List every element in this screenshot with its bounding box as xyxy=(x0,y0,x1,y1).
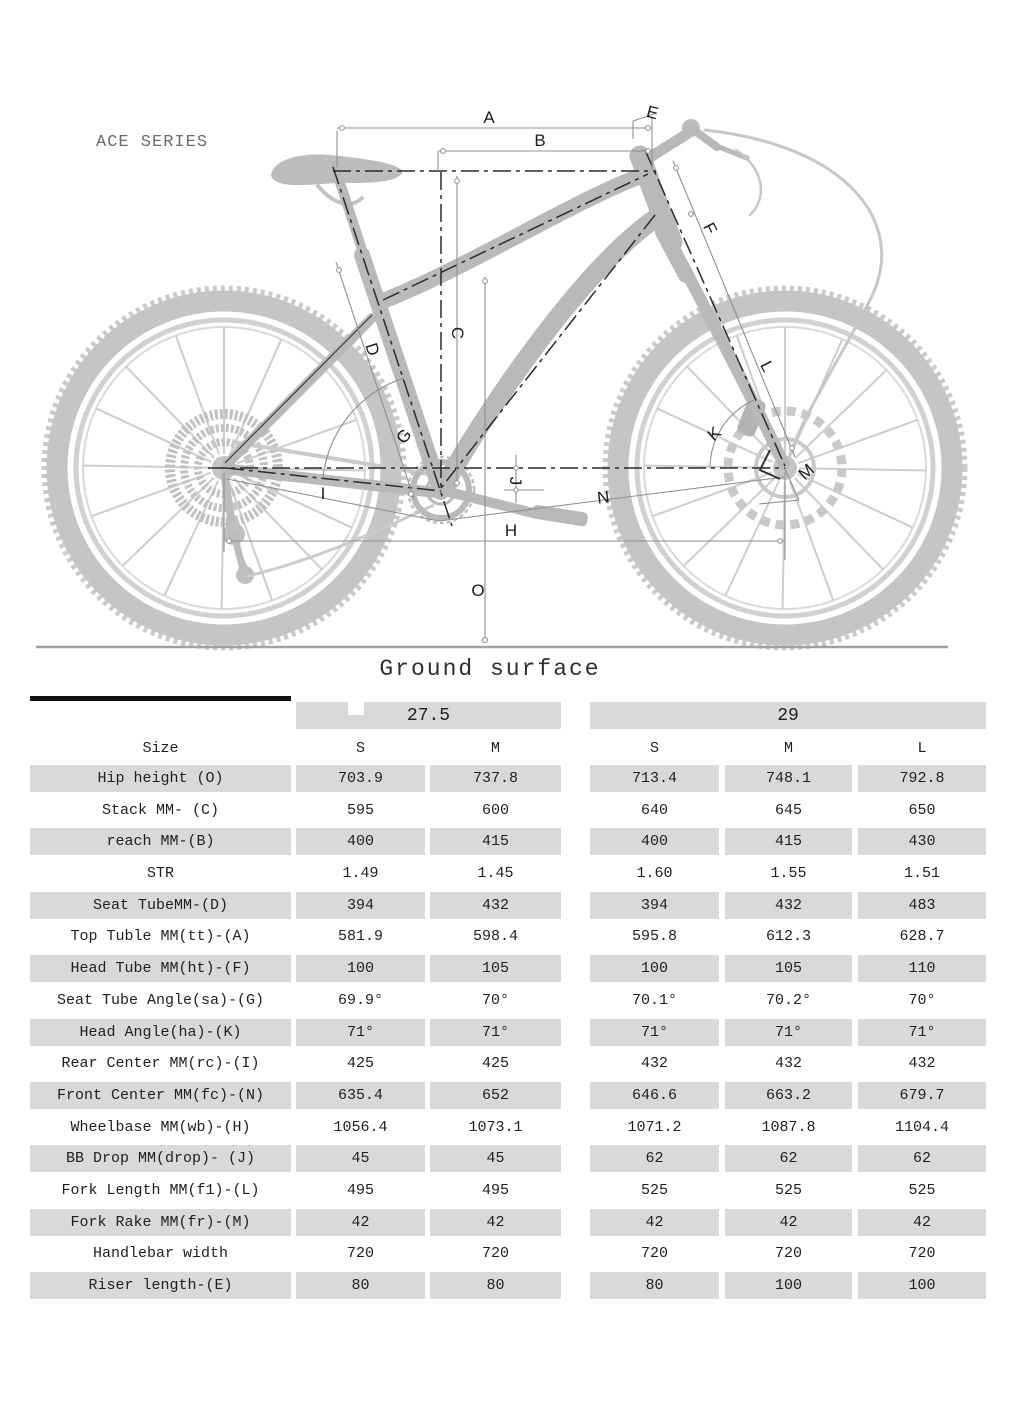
size-column-m: M xyxy=(490,740,500,757)
value-cell: 71° xyxy=(590,1019,719,1046)
table-row xyxy=(30,1240,986,1267)
value-cell: 80 xyxy=(430,1272,561,1299)
dim-label-I: I xyxy=(320,484,326,503)
row-label: BB Drop MM(drop)- (J) xyxy=(30,1145,291,1172)
table-row xyxy=(30,1272,986,1299)
table-row xyxy=(30,765,986,792)
table-rows xyxy=(30,765,986,1304)
row-label: Head Angle(ha)-(K) xyxy=(30,1019,291,1046)
table-row xyxy=(30,955,986,982)
value-cell: 425 xyxy=(481,1055,509,1073)
size-header-label: Size xyxy=(142,740,179,757)
row-label: STR xyxy=(146,865,174,883)
value-cell: 432 xyxy=(430,892,561,919)
row-label: Hip height (O) xyxy=(30,765,291,792)
value-cell: 432 xyxy=(640,1055,668,1073)
ground-surface-label: Ground surface xyxy=(379,656,601,682)
value-cell: 645 xyxy=(774,801,802,819)
value-cell: 1.49 xyxy=(342,865,379,883)
fork xyxy=(668,237,784,464)
value-cell: 415 xyxy=(430,828,561,855)
value-cell: 42 xyxy=(430,1209,561,1236)
value-cell: 400 xyxy=(296,828,425,855)
value-cell: 100 xyxy=(858,1272,986,1299)
value-cell: 394 xyxy=(296,892,425,919)
value-cell: 1056.4 xyxy=(333,1118,388,1136)
dim-label-B: B xyxy=(534,131,546,150)
value-cell: 703.9 xyxy=(296,765,425,792)
dim-label-J: J xyxy=(506,476,525,486)
row-label: Seat TubeMM-(D) xyxy=(30,892,291,919)
value-cell: 415 xyxy=(725,828,852,855)
value-cell: 70.1° xyxy=(631,991,677,1009)
size-column-l: L xyxy=(917,740,927,757)
table-row xyxy=(30,1114,986,1141)
header-notch xyxy=(348,702,364,715)
row-label: Stack MM- (C) xyxy=(101,801,220,819)
wheel-group-label: 29 xyxy=(777,705,799,726)
value-cell: 640 xyxy=(640,801,668,819)
value-cell: 1.60 xyxy=(636,865,673,883)
value-cell: 70.2° xyxy=(765,991,811,1009)
row-label: Fork Length MM(f1)-(L) xyxy=(61,1181,260,1199)
value-cell: 70° xyxy=(481,991,509,1009)
row-label: Wheelbase MM(wb)-(H) xyxy=(70,1118,251,1136)
row-label: Seat Tube Angle(sa)-(G) xyxy=(56,991,265,1009)
value-cell: 612.3 xyxy=(765,928,811,946)
row-label: Top Tuble MM(tt)-(A) xyxy=(70,928,251,946)
value-cell: 400 xyxy=(590,828,719,855)
value-cell: 525 xyxy=(908,1181,936,1199)
value-cell: 595 xyxy=(346,801,374,819)
value-cell: 495 xyxy=(481,1181,509,1199)
value-cell: 100 xyxy=(296,955,425,982)
stem xyxy=(644,134,687,161)
value-cell: 432 xyxy=(774,1055,802,1073)
value-cell: 71° xyxy=(725,1019,852,1046)
value-cell: 80 xyxy=(590,1272,719,1299)
value-cell: 628.7 xyxy=(899,928,945,946)
dim-label-M: M xyxy=(794,460,818,484)
row-label: Handlebar width xyxy=(92,1245,229,1263)
table-row xyxy=(30,1177,986,1204)
table-row xyxy=(30,1082,986,1109)
table-row xyxy=(30,797,986,824)
dim-label-H: H xyxy=(504,521,518,540)
value-cell: 62 xyxy=(725,1145,852,1172)
row-label: Riser length-(E) xyxy=(30,1272,291,1299)
row-label: Head Tube MM(ht)-(F) xyxy=(30,955,291,982)
value-cell: 650 xyxy=(908,801,936,819)
value-cell: 1.45 xyxy=(477,865,514,883)
series-title: ACE SERIES xyxy=(96,133,209,152)
value-cell: 495 xyxy=(346,1181,374,1199)
value-cell: 652 xyxy=(430,1082,561,1109)
dim-label-F: F xyxy=(699,219,721,238)
dim-label-E: E xyxy=(644,102,661,124)
value-cell: 42 xyxy=(590,1209,719,1236)
wheel-group-header-29 xyxy=(590,702,986,729)
value-cell: 45 xyxy=(430,1145,561,1172)
table-row xyxy=(30,1145,986,1172)
value-cell: 720 xyxy=(774,1245,802,1263)
value-cell: 483 xyxy=(858,892,986,919)
value-cell: 1104.4 xyxy=(894,1118,949,1136)
row-label: Rear Center MM(rc)-(I) xyxy=(61,1055,260,1073)
table-row xyxy=(30,860,986,887)
value-cell: 581.9 xyxy=(337,928,383,946)
value-cell: 430 xyxy=(858,828,986,855)
value-cell: 720 xyxy=(640,1245,668,1263)
value-cell: 42 xyxy=(725,1209,852,1236)
table-row xyxy=(30,828,986,855)
row-label: Front Center MM(fc)-(N) xyxy=(30,1082,291,1109)
value-cell: 720 xyxy=(481,1245,509,1263)
value-cell: 432 xyxy=(725,892,852,919)
table-row xyxy=(30,892,986,919)
value-cell: 80 xyxy=(296,1272,425,1299)
value-cell: 748.1 xyxy=(725,765,852,792)
dim-label-G: G xyxy=(392,425,416,448)
wheel-group-label: 27.5 xyxy=(406,705,451,726)
brake-lever xyxy=(714,145,747,158)
value-cell: 792.8 xyxy=(858,765,986,792)
value-cell: 1.55 xyxy=(770,865,807,883)
value-cell: 42 xyxy=(296,1209,425,1236)
value-cell: 425 xyxy=(346,1055,374,1073)
dim-label-D: D xyxy=(361,340,384,359)
value-cell: 525 xyxy=(774,1181,802,1199)
value-cell: 110 xyxy=(858,955,986,982)
table-top-rule xyxy=(30,696,291,701)
dim-label-C: C xyxy=(448,326,467,340)
value-cell: 1073.1 xyxy=(468,1118,523,1136)
value-cell: 432 xyxy=(908,1055,936,1073)
value-cell: 1087.8 xyxy=(761,1118,816,1136)
value-cell: 42 xyxy=(858,1209,986,1236)
value-cell: 598.4 xyxy=(472,928,518,946)
dim-label-L: L xyxy=(756,357,778,376)
value-cell: 646.6 xyxy=(590,1082,719,1109)
value-cell: 71° xyxy=(296,1019,425,1046)
table-row xyxy=(30,923,986,950)
dim-label-K: K xyxy=(703,423,725,445)
value-cell: 600 xyxy=(481,801,509,819)
value-cell: 394 xyxy=(590,892,719,919)
value-cell: 1071.2 xyxy=(627,1118,682,1136)
value-cell: 100 xyxy=(590,955,719,982)
value-cell: 100 xyxy=(725,1272,852,1299)
value-cell: 1.51 xyxy=(903,865,940,883)
value-cell: 62 xyxy=(858,1145,986,1172)
value-cell: 69.9° xyxy=(337,991,383,1009)
size-column-m: M xyxy=(783,740,793,757)
value-cell: 105 xyxy=(725,955,852,982)
value-cell: 525 xyxy=(640,1181,668,1199)
value-cell: 737.8 xyxy=(430,765,561,792)
dim-label-A: A xyxy=(483,108,495,127)
size-column-s: S xyxy=(355,740,365,757)
value-cell: 679.7 xyxy=(858,1082,986,1109)
value-cell: 720 xyxy=(346,1245,374,1263)
wheel-group-header-27-5 xyxy=(296,702,561,729)
row-label: reach MM-(B) xyxy=(30,828,291,855)
table-row xyxy=(30,1209,986,1236)
value-cell: 663.2 xyxy=(725,1082,852,1109)
dim-label-O: O xyxy=(471,581,485,600)
size-header-row xyxy=(30,735,986,762)
value-cell: 45 xyxy=(296,1145,425,1172)
value-cell: 71° xyxy=(858,1019,986,1046)
table-row xyxy=(30,1019,986,1046)
value-cell: 105 xyxy=(430,955,561,982)
value-cell: 635.4 xyxy=(296,1082,425,1109)
table-row xyxy=(30,1050,986,1077)
table-row xyxy=(30,987,986,1014)
value-cell: 62 xyxy=(590,1145,719,1172)
value-cell: 71° xyxy=(430,1019,561,1046)
size-column-s: S xyxy=(649,740,659,757)
bike-geometry-diagram xyxy=(0,0,1024,694)
row-label: Fork Rake MM(fr)-(M) xyxy=(30,1209,291,1236)
value-cell: 720 xyxy=(908,1245,936,1263)
dim-label-N: N xyxy=(596,487,611,508)
value-cell: 595.8 xyxy=(631,928,677,946)
value-cell: 713.4 xyxy=(590,765,719,792)
value-cell: 70° xyxy=(908,991,936,1009)
